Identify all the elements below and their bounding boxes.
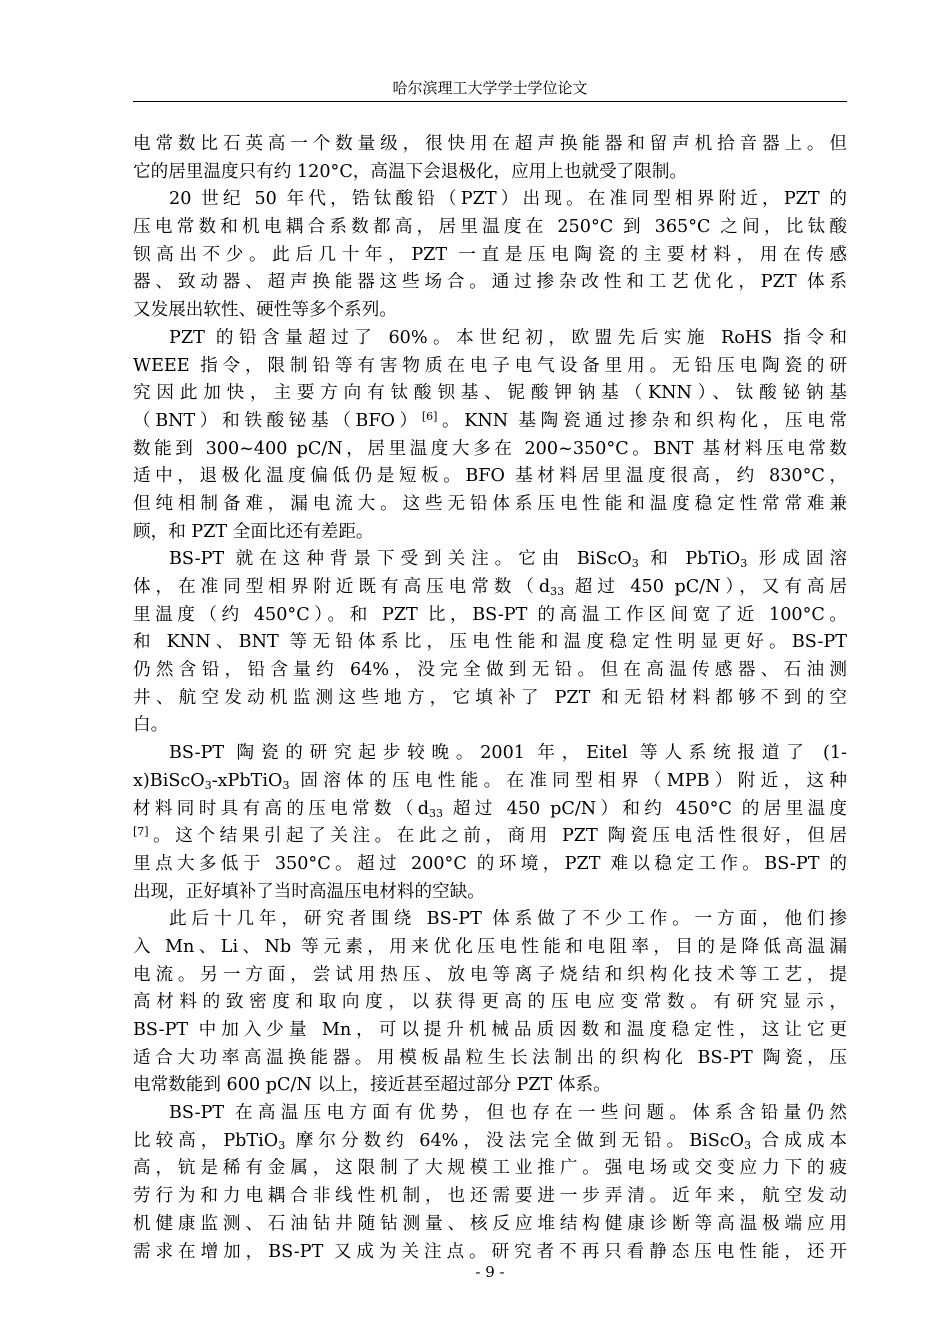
subscript: 3 xyxy=(204,778,212,792)
text-line xyxy=(133,851,847,879)
text-line xyxy=(133,186,847,214)
text-line xyxy=(133,353,847,381)
text-segment: 里点大多低于 350°C。超过 200°C 的环境，PZT 难以稳定工作。BS-PT 的 xyxy=(133,853,847,874)
text-segment: 摩尔分数约 64%，没法完全做到无铅。BiScO xyxy=(285,1130,745,1151)
text-line xyxy=(133,1183,847,1211)
text-line xyxy=(133,463,847,491)
text-segment: 出现，正好填补了当时高温压电材料的空缺。 xyxy=(133,881,485,902)
text-segment: 电流。另一方面，尝试用热压、放电等离子烧结和织构化技术等工艺，提 xyxy=(133,964,847,985)
text-segment: 合成成本 xyxy=(751,1130,847,1151)
text-segment: 和 PbTiO xyxy=(638,549,741,570)
text-segment: 顾，和 PZT 全面比还有差距。 xyxy=(133,521,374,542)
text-segment: 。这个结果引起了关注。在此之前，商用 PZT 陶瓷压电活性很好，但居 xyxy=(148,826,847,847)
text-segment: 需求在增加，BS-PT 又成为关注点。研究者不再只看静态压电性能，还开 xyxy=(133,1241,847,1262)
subscript: 3 xyxy=(282,778,290,792)
text-line xyxy=(133,962,847,990)
text-line xyxy=(133,629,847,657)
text-segment: 和 KNN、BNT 等无铅体系比，压电性能和温度稳定性明显更好。BS-PT xyxy=(133,632,847,653)
text-segment: PZT 的铅含量超过了 60%。本世纪初，欧盟先后实施 RoHS 指令和 xyxy=(169,327,847,348)
text-line xyxy=(133,574,847,602)
text-line xyxy=(133,325,847,353)
text-line xyxy=(133,297,847,325)
text-segment: 器、致动器、超声换能器这些场合。通过掺杂改性和工艺优化，PZT 体系 xyxy=(133,272,847,293)
text-line xyxy=(133,740,847,768)
text-line xyxy=(133,1017,847,1045)
text-segment: 超过 450 pC/N），又有高居 xyxy=(564,577,847,597)
subscript: 3 xyxy=(278,1138,286,1152)
text-line xyxy=(133,989,847,1017)
text-segment: WEEE 指令，限制铅等有害物质在电子电气设备里用。无铅压电陶瓷的研 xyxy=(133,355,847,376)
text-segment: x)BiScO xyxy=(133,770,205,791)
text-line xyxy=(133,934,847,962)
text-line xyxy=(133,519,847,547)
text-segment: 体，在准同型相界附近既有高压电常数（d xyxy=(133,577,551,597)
running-header: 哈尔滨理工大学学士学位论文 xyxy=(392,79,588,97)
text-segment: 压电常数和机电耦合系数都高，居里温度在 250°C 到 365°C 之间，比钛酸 xyxy=(133,217,847,238)
text-segment: 适合大功率高温换能器。用模板晶粒生长法制出的织构化 BS-PT 陶瓷，压 xyxy=(133,1047,847,1068)
text-segment: 究因此加快，主要方向有钛酸钡基、铌酸钾钠基（KNN）、钛酸铋钠基 xyxy=(133,383,847,404)
text-line xyxy=(133,796,847,824)
text-line xyxy=(133,1211,847,1239)
text-line xyxy=(133,879,847,907)
text-segment: BS-PT 陶瓷的研究起步较晚。2001 年，Eitel 等人系统报道了 (1- xyxy=(169,743,847,764)
text-segment: 。KNN 基陶瓷通过掺杂和织构化，压电常 xyxy=(437,410,848,431)
text-segment: 又发展出软性、硬性等多个系列。 xyxy=(133,300,397,321)
text-segment: （BNT）和铁酸铋基（BFO） xyxy=(133,410,422,431)
text-segment: 白。 xyxy=(133,715,169,736)
text-segment: 井、航空发动机监测这些地方，它填补了 PZT 和无铅材料都够不到的空 xyxy=(133,687,847,708)
text-segment: 高材料的致密度和取向度，以获得更高的压电应变常数。有研究显示， xyxy=(133,992,847,1013)
text-segment: 它的居里温度只有约 120°C，高温下会退极化，应用上也就受了限制。 xyxy=(133,161,688,182)
text-line xyxy=(133,1155,847,1183)
text-line xyxy=(133,546,847,574)
text-segment: 此后十几年，研究者围绕 BS-PT 体系做了不少工作。一方面，他们掺 xyxy=(169,909,847,930)
citation-superscript: [6] xyxy=(421,409,438,423)
text-line xyxy=(133,712,847,740)
subscript: 3 xyxy=(744,1138,752,1152)
text-line xyxy=(133,1072,847,1100)
subscript: 33 xyxy=(429,806,443,820)
text-line xyxy=(133,685,847,713)
text-segment: 电常数能到 600 pC/N 以上，接近甚至超过部分 PZT 体系。 xyxy=(133,1075,611,1096)
text-line xyxy=(133,1128,847,1156)
text-segment: 固溶体的压电性能。在准同型相界（MPB）附近，这种 xyxy=(289,770,847,791)
text-line xyxy=(133,159,847,187)
text-segment: 机健康监测、石油钻井随钻测量、核反应堆结构健康诊断等高温极端应用 xyxy=(133,1213,847,1234)
subscript: 3 xyxy=(740,557,748,571)
text-line xyxy=(133,131,847,159)
text-segment: 形成固溶 xyxy=(747,549,847,570)
text-segment: 里温度（约 450°C）。和 PZT 比，BS-PT 的高温工作区间宽了近 100°C。 xyxy=(133,604,847,625)
text-line xyxy=(133,269,847,297)
page-number: - 9 - xyxy=(475,1263,505,1281)
text-segment: 仍然含铅，铅含量约 64%，没完全做到无铅。但在高温传感器、石油测 xyxy=(133,660,847,681)
text-line xyxy=(133,657,847,685)
text-line xyxy=(133,380,847,408)
subscript: 3 xyxy=(631,557,639,571)
text-segment: 比较高，PbTiO xyxy=(133,1130,279,1151)
text-line xyxy=(133,214,847,242)
text-segment: 超过 450 pC/N）和约 450°C 的居里温度 xyxy=(443,798,847,819)
text-segment: BS-PT 就在这种背景下受到关注。它由 BiScO xyxy=(169,549,632,570)
text-segment: 入 Mn、Li、Nb 等元素，用来优化压电性能和电阻率，目的是降低高温漏 xyxy=(133,936,847,957)
text-line xyxy=(133,1045,847,1073)
text-line xyxy=(133,436,847,464)
text-line xyxy=(133,242,847,270)
citation-superscript: [7] xyxy=(133,825,149,839)
text-segment: 适中，退极化温度偏低仍是短板。BFO 基材料居里温度很高，约 830°C， xyxy=(133,466,847,487)
text-line xyxy=(133,491,847,519)
body-text xyxy=(133,131,847,1266)
text-segment: 电常数比石英高一个数量级，很快用在超声换能器和留声机拾音器上。但 xyxy=(133,134,847,154)
text-line xyxy=(133,408,847,436)
text-line xyxy=(133,602,847,630)
text-segment: 20 世纪 50 年代，锆钛酸铅（PZT）出现。在准同型相界附近，PZT 的 xyxy=(169,189,847,210)
text-segment: -xPbTiO xyxy=(211,770,283,791)
text-segment: 但纯相制备难，漏电流大。这些无铅体系压电性能和温度稳定性常常难兼 xyxy=(133,493,847,514)
text-segment: 高，钪是稀有金属，这限制了大规模工业推广。强电场或交变应力下的疲 xyxy=(133,1158,847,1179)
text-segment: 数能到 300~400 pC/N，居里温度大多在 200~350°C。BNT 基材料压电常数 xyxy=(133,438,847,459)
text-line xyxy=(133,823,847,851)
subscript: 33 xyxy=(550,585,565,598)
text-line xyxy=(133,1100,847,1128)
text-segment: 材料同时具有高的压电常数（d xyxy=(133,798,429,819)
text-segment: BS-PT 在高温压电方面有优势，但也存在一些问题。体系含铅量仍然 xyxy=(169,1103,847,1124)
text-line xyxy=(133,906,847,934)
text-line xyxy=(133,768,847,796)
header-rule xyxy=(133,101,847,102)
text-segment: 劳行为和力电耦合非线性机制，也还需要进一步弄清。近年来，航空发动 xyxy=(133,1186,847,1207)
text-segment: 钡高出不少。此后几十年，PZT 一直是压电陶瓷的主要材料，用在传感 xyxy=(133,244,847,265)
text-segment: BS-PT 中加入少量 Mn，可以提升机械品质因数和温度稳定性，这让它更 xyxy=(133,1020,847,1040)
